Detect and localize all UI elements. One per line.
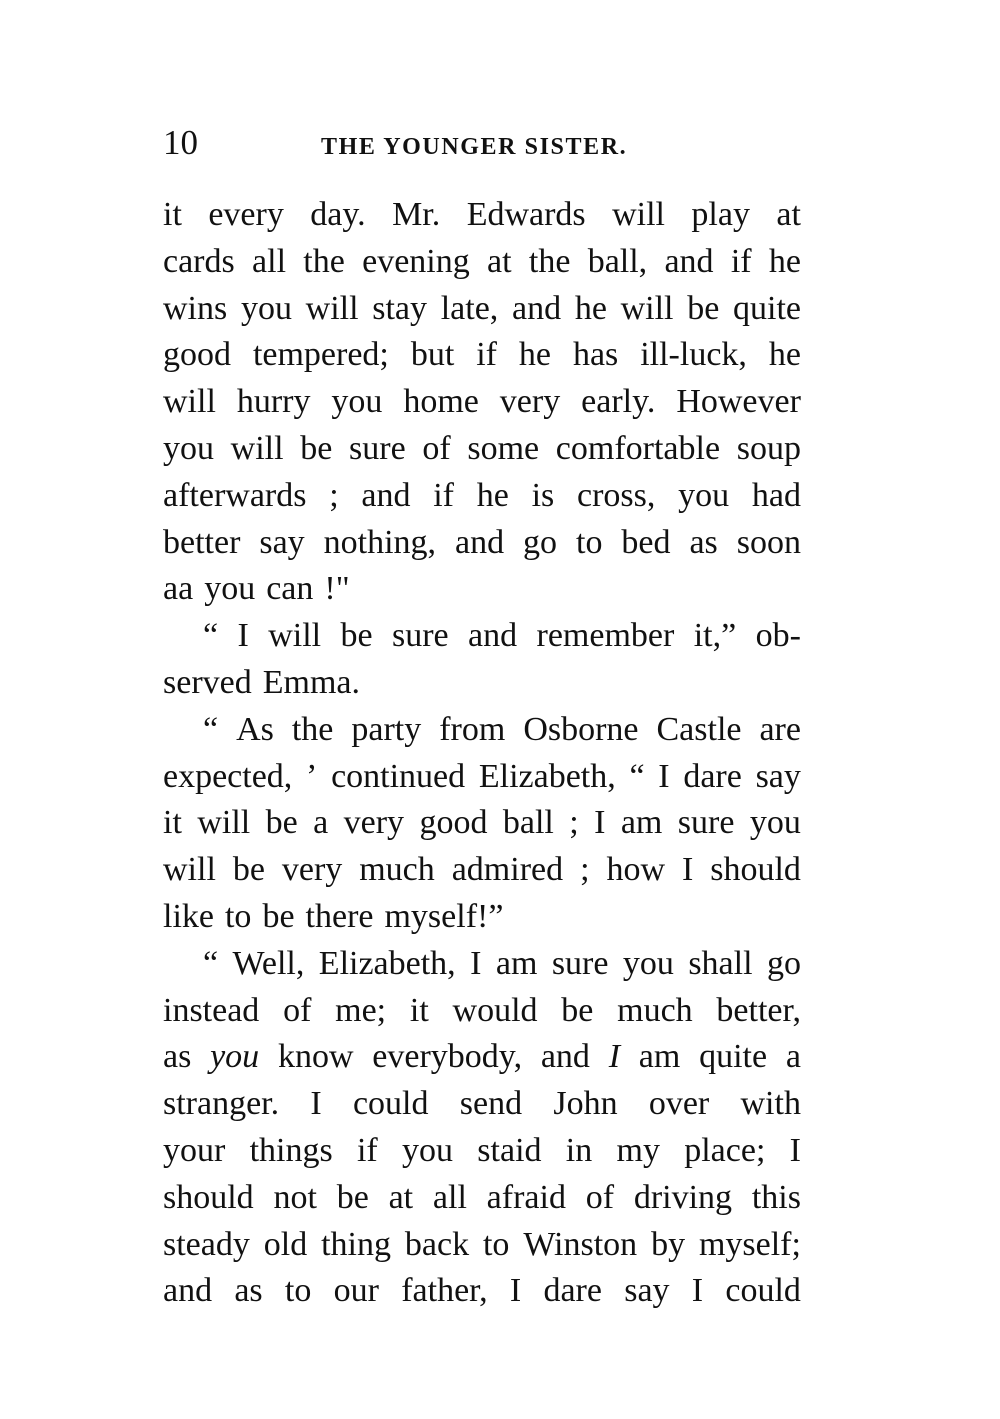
text-line (163, 1268, 801, 1315)
text-line (163, 1175, 801, 1222)
word: dare (543, 1272, 602, 1310)
word: could (725, 1272, 801, 1310)
word: afraid (486, 1178, 566, 1216)
word: he (574, 289, 607, 327)
word: very (343, 804, 405, 842)
running-title: THE YOUNGER SISTER. (321, 134, 628, 160)
word: Osborne (523, 710, 639, 748)
word: Emma. (262, 663, 361, 701)
word: I (509, 1272, 522, 1310)
word: a (785, 1038, 801, 1076)
word: all (432, 1178, 467, 1216)
word: I (789, 1131, 801, 1169)
word: you (331, 383, 383, 421)
word: be (232, 851, 265, 889)
word: stranger. (163, 1085, 280, 1123)
word: if (356, 1131, 378, 1169)
word: very (281, 851, 343, 889)
word: it (409, 991, 429, 1029)
word: quite (733, 289, 801, 327)
word: remember (536, 617, 675, 655)
word: my (616, 1131, 660, 1169)
word: ball (502, 804, 554, 842)
word: has (572, 336, 619, 374)
word: back (404, 1225, 470, 1263)
word: ; (569, 804, 579, 842)
word: go (523, 523, 558, 561)
word: nothing, (323, 523, 437, 561)
word: good (163, 336, 231, 374)
word: all (252, 242, 287, 280)
word: home (403, 383, 479, 421)
word: it (163, 196, 182, 233)
word: be (336, 1178, 369, 1216)
word: every (208, 196, 284, 233)
word: how (606, 851, 666, 889)
word: he (518, 336, 552, 374)
word: say (259, 523, 305, 561)
word: to (224, 897, 252, 935)
word: it,” (693, 617, 737, 655)
text-line (163, 1128, 801, 1175)
word: if (476, 336, 497, 374)
word: our (333, 1272, 379, 1310)
word: tempered; (252, 336, 389, 374)
word: am (495, 944, 538, 982)
word: wins (163, 289, 228, 327)
text-line (163, 1034, 801, 1081)
text-line (163, 473, 801, 520)
word: will (163, 851, 216, 889)
word: thing (321, 1225, 391, 1263)
word: sure (349, 429, 406, 467)
text-line (163, 566, 801, 613)
word: he (768, 242, 801, 280)
word: with (740, 1085, 801, 1123)
word: I (237, 617, 249, 655)
word: at (388, 1178, 414, 1216)
word: I (594, 804, 606, 842)
word: as (163, 1038, 192, 1076)
word: I (658, 757, 670, 795)
word: everybody, (372, 1038, 523, 1076)
word: a (313, 804, 329, 842)
word: cross, (577, 476, 656, 514)
word: “ (629, 757, 645, 795)
word: and (664, 242, 714, 280)
word: at (776, 196, 801, 233)
word: over (648, 1085, 710, 1123)
word: shall (688, 944, 753, 982)
word: he (476, 476, 509, 514)
word: and (540, 1038, 590, 1076)
word: be (265, 804, 298, 842)
word: and (163, 1272, 213, 1310)
word: Castle (656, 710, 742, 748)
word: Well, (232, 944, 305, 982)
word: as (689, 523, 718, 561)
word: should (710, 851, 801, 889)
word: to (576, 523, 603, 561)
word: sure (677, 804, 735, 842)
word: by (651, 1225, 686, 1263)
word: will (197, 804, 251, 842)
word: soup (736, 429, 801, 467)
word: better, (716, 991, 801, 1029)
word: much (617, 991, 693, 1029)
word: hurry (236, 383, 311, 421)
word: should (163, 1178, 254, 1216)
word: Winston (523, 1225, 638, 1263)
word: cards (163, 242, 235, 280)
word: you (163, 429, 214, 467)
word: and (361, 476, 411, 514)
word: ’ (306, 757, 318, 795)
word: had (751, 476, 801, 514)
word: ; (329, 476, 339, 514)
word: better (163, 523, 241, 561)
word: your (163, 1131, 226, 1169)
word: expected, (163, 757, 293, 795)
word: play (691, 196, 750, 233)
word: he (768, 336, 801, 374)
word: the (291, 710, 334, 748)
word: if (433, 476, 455, 514)
text-line (163, 660, 801, 707)
word: sure (551, 944, 609, 982)
word: I (310, 1085, 322, 1123)
text-line (163, 192, 801, 239)
word: However (676, 383, 801, 421)
word: “ (203, 710, 219, 748)
word: dare (683, 757, 742, 795)
word: will (305, 289, 359, 327)
word: comfortable (555, 429, 721, 467)
word: be (687, 289, 720, 327)
word: father, (401, 1272, 488, 1310)
word: and (512, 289, 562, 327)
word: old (263, 1225, 308, 1263)
word: soon (736, 523, 801, 561)
word: you (678, 476, 730, 514)
word: Elizabeth, (478, 757, 616, 795)
word: things (249, 1131, 333, 1169)
word: served (163, 663, 252, 701)
word: could (352, 1085, 429, 1123)
word: you (210, 1038, 260, 1076)
word: will (230, 429, 284, 467)
word: to (284, 1272, 312, 1310)
word: ball, (587, 242, 648, 280)
word: if (730, 242, 752, 280)
word: John (553, 1085, 618, 1123)
word: quite (699, 1038, 768, 1076)
word: to (482, 1225, 510, 1263)
word: but (410, 336, 455, 374)
text-line (163, 286, 801, 333)
word: can (266, 570, 314, 608)
word: like (163, 897, 214, 935)
word: at (487, 242, 512, 280)
word: continued (331, 757, 466, 795)
text-line (163, 1222, 801, 1269)
running-head (163, 118, 803, 168)
word: As (236, 710, 274, 748)
word: from (439, 710, 506, 748)
text-line (163, 332, 801, 379)
word: I (608, 1038, 621, 1076)
word: early. (581, 383, 656, 421)
word: instead (163, 991, 260, 1029)
word: go (766, 944, 801, 982)
word: good (419, 804, 488, 842)
word: you (749, 804, 801, 842)
word: you (622, 944, 674, 982)
text-line (163, 520, 801, 567)
word: ; (580, 851, 590, 889)
word: say (755, 757, 801, 795)
word: the (528, 242, 571, 280)
word: evening (362, 242, 470, 280)
word: I (691, 1272, 704, 1310)
word: be (300, 429, 333, 467)
word: party (351, 710, 422, 748)
word: know (277, 1038, 354, 1076)
word: much (359, 851, 435, 889)
word: am (638, 1038, 681, 1076)
word: in (565, 1131, 593, 1169)
word: you (402, 1131, 454, 1169)
word: sure (391, 617, 449, 655)
text-line (163, 426, 801, 473)
word: be (561, 991, 594, 1029)
word: admired (451, 851, 564, 889)
word: you (240, 289, 292, 327)
text-line (163, 847, 801, 894)
word: ill-luck, (640, 336, 747, 374)
word: will (163, 383, 216, 421)
word: are (759, 710, 801, 748)
word: late, (440, 289, 499, 327)
word: ob- (755, 617, 801, 655)
word: steady (163, 1225, 250, 1263)
word: place; (684, 1131, 766, 1169)
text-line (163, 988, 801, 1035)
word: day. (310, 196, 366, 233)
word: stay (372, 289, 428, 327)
body-text (163, 192, 801, 1315)
word: driving (633, 1178, 733, 1216)
word: aa (163, 570, 194, 608)
word: is (531, 476, 555, 514)
text-line (163, 1081, 801, 1128)
word: am (620, 804, 663, 842)
word: say (624, 1272, 670, 1310)
word: it (163, 804, 182, 842)
page-number: 10 (163, 123, 198, 162)
text-line (163, 707, 801, 754)
word: would (452, 991, 538, 1029)
word: Mr. (392, 196, 441, 233)
word: I (470, 944, 482, 982)
word: send (459, 1085, 523, 1123)
word: as (234, 1272, 263, 1310)
text-line (163, 379, 801, 426)
word: me; (335, 991, 387, 1029)
text-line (163, 894, 801, 941)
text-line (163, 941, 801, 988)
word: will (612, 196, 665, 233)
word: of (422, 429, 451, 467)
word: myself!” (384, 897, 504, 935)
word: will (268, 617, 322, 655)
word: very (499, 383, 561, 421)
word: afterwards (163, 476, 307, 514)
word: not (273, 1178, 317, 1216)
word: staid (477, 1131, 542, 1169)
word: !" (324, 570, 350, 608)
word: Elizabeth, (318, 944, 456, 982)
word: bed (621, 523, 671, 561)
word: be (262, 897, 295, 935)
text-line (163, 613, 801, 660)
word: this (751, 1178, 801, 1216)
word: of (283, 991, 312, 1029)
word: some (467, 429, 540, 467)
text-line (163, 754, 801, 801)
word: of (585, 1178, 615, 1216)
word: myself; (698, 1225, 801, 1263)
word: I (681, 851, 694, 889)
word: the (303, 242, 345, 280)
word: Edwards (466, 196, 586, 233)
word: “ (203, 944, 219, 982)
word: will (620, 289, 674, 327)
text-line (163, 800, 801, 847)
word: and (455, 523, 505, 561)
text-line (163, 239, 801, 286)
word: and (468, 617, 518, 655)
word: there (305, 897, 374, 935)
word: “ (203, 617, 219, 655)
word: be (340, 617, 373, 655)
word: you (204, 570, 256, 608)
